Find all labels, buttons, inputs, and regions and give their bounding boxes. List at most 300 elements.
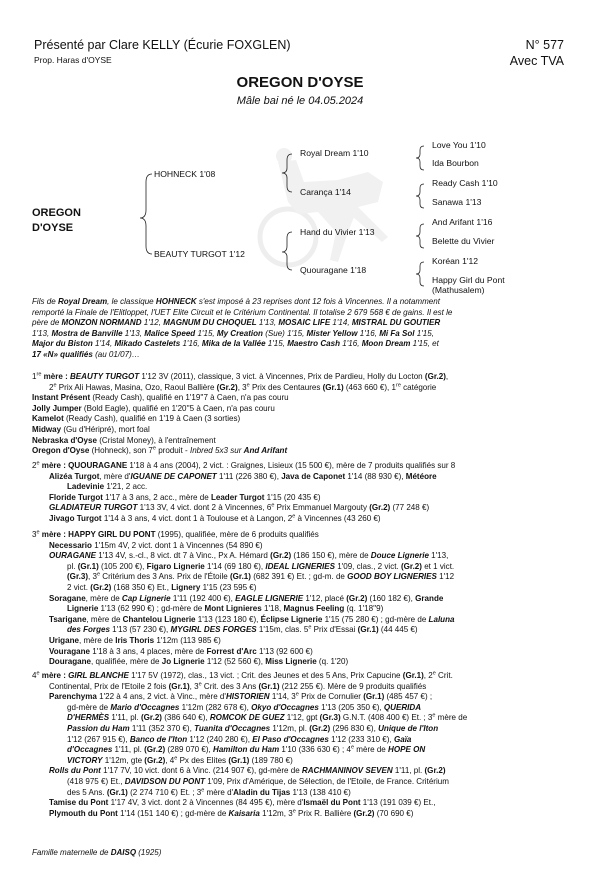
text-segment: (296 830 €),: [330, 723, 379, 733]
text-segment: e: [246, 381, 250, 388]
text-segment: 1'12 (240 280 €),: [187, 734, 253, 744]
text-segment: Prix de Cornulier: [298, 692, 364, 702]
text-segment: e: [198, 680, 202, 687]
text-segment: (Gr.1): [322, 382, 344, 392]
pedigree-gen3-1: Love You 1'10: [432, 140, 486, 150]
text-segment: (Gr.2): [90, 582, 112, 592]
text-segment: 1'09, clas., 2 vict.: [334, 561, 401, 571]
text-segment: 1'21, 2 acc.: [104, 482, 148, 492]
text-segment: Banco de l'Iton: [129, 734, 188, 744]
text-segment: 1'13,: [256, 318, 279, 328]
text-segment: 1'11, pl.: [109, 713, 141, 723]
text-segment: (Cristal Money), à l'entraînement: [96, 435, 216, 445]
text-segment: 1'12m, pl.: [270, 723, 310, 733]
text-segment: Douragane: [49, 657, 92, 667]
text-segment: et 1 vict.: [421, 561, 455, 571]
text-line: [32, 372, 564, 383]
text-segment: Chantelou Lignerie: [122, 614, 196, 624]
family-name: DAISQ: [110, 848, 137, 857]
pedigree-gen2-1: Royal Dream 1'10: [300, 148, 369, 158]
text-segment: Crit.: [435, 671, 453, 680]
text-segment: MAGNUM DU CHOQUEL: [163, 318, 257, 328]
text-segment: OURAGANE: [49, 551, 96, 561]
text-segment: (Gu d'Héripré), mort foal: [61, 424, 150, 434]
text-segment: IDEAL LIGNERIES: [265, 561, 335, 571]
text-segment: s'est imposé à 23 reprises dont 12 fois à Vincennes. Il a notamment: [196, 297, 440, 306]
text-segment: (q. 1'18''9): [344, 604, 384, 614]
text-segment: 1'13 4V, s.-cl., 8 vict. dt 7 à Vinc., Px A. Hémard: [95, 551, 271, 561]
text-segment: Oregon d'Oyse: [32, 446, 90, 456]
text-segment: 1'14,: [92, 339, 115, 349]
vat-label: Avec TVA: [509, 54, 564, 68]
text-segment: D'HERMÈS: [67, 713, 110, 723]
text-segment: 1'12 (267 915 €),: [67, 734, 130, 744]
text-segment: Lignerie: [67, 604, 99, 614]
text-segment: Mister Yellow: [306, 328, 358, 338]
text-line: [32, 339, 564, 350]
pedigree-gen2-4: Quouragane 1'18: [300, 265, 367, 275]
text-line: [32, 350, 564, 361]
pedigree-gen3-4: Sanawa 1'13: [432, 197, 482, 207]
text-segment: Crit. des 3 Ans: [201, 681, 259, 691]
text-segment: Alizéa Turgot: [49, 471, 100, 481]
text-segment: Inbred 5x3 sur: [189, 446, 244, 456]
dam-section-2: [32, 461, 564, 525]
sire-paragraph: [32, 297, 564, 361]
text-line: [32, 636, 564, 647]
text-segment: 1'22 à 4 ans, 2 vict. à Vinc., mère d': [96, 692, 226, 702]
text-segment: 1'16,: [180, 339, 202, 349]
text-segment: 1'11, pl.: [112, 745, 145, 755]
text-segment: 1'11, pl.: [392, 766, 425, 776]
text-segment: e: [308, 624, 312, 631]
text-segment: e: [295, 691, 299, 698]
text-segment: Floride Turgot: [49, 492, 103, 502]
text-segment: e: [201, 786, 205, 793]
text-line: [32, 692, 564, 703]
text-line: [32, 308, 564, 319]
text-segment: 1'15,: [414, 328, 434, 338]
text-line: [32, 383, 564, 394]
text-segment: Instant Présent: [32, 393, 91, 403]
text-segment: 1'16,: [357, 328, 380, 338]
text-segment: , 3: [237, 382, 247, 392]
text-segment: 1'18 à 4 ans (2004), 2 vict. : Graignes, Lisieux (15 500 €), mère de 7 produits qualifiés sur 8: [127, 461, 456, 470]
text-segment: (Gr.2): [216, 382, 238, 392]
pedigree-gen3-5: And Arifant 1'16: [432, 217, 493, 227]
text-segment: re: [395, 381, 401, 388]
text-segment: , mère de: [85, 593, 122, 603]
text-segment: 1'12 (52 560 €),: [204, 657, 266, 667]
text-segment: (Gr.2): [309, 723, 331, 733]
text-segment: 1: [32, 372, 37, 381]
text-segment: (682 391 €) Et. ; gd-m. de: [250, 572, 348, 582]
text-segment: 1'15m 4V, 2 vict. dont 1 à Vincennes (54 890 €): [91, 540, 263, 550]
pedigree-horse-name-line2: D'OYSE: [32, 222, 74, 234]
text-segment: Grande: [415, 593, 444, 603]
text-segment: (Gr.2): [400, 561, 422, 571]
text-segment: (Gr.3): [67, 572, 89, 582]
text-segment: (Gr.2): [144, 745, 166, 755]
text-segment: 1'12 3V (2011), classique, 3 vict. à Vincennes, Prix de Pardieu, Holly du Locton: [139, 372, 425, 381]
text-segment: Ismaël du Pont: [303, 798, 361, 808]
text-segment: Urigane: [49, 635, 79, 645]
text-segment: des 5 Ans.: [67, 787, 107, 797]
text-segment: Continental, Prix de l'Etoile 2 fois: [49, 681, 169, 691]
text-segment: Tsarigane: [49, 614, 87, 624]
text-segment: Gaïa: [393, 734, 412, 744]
text-line: [32, 615, 564, 626]
text-segment: El Paso d'Occagnes: [252, 734, 329, 744]
text-line: [32, 404, 564, 415]
text-line: [32, 788, 564, 799]
text-segment: 1'15m, clas. 5: [256, 625, 309, 635]
text-segment: (2 274 710 €) Et. ; 3: [127, 787, 202, 797]
text-segment: 1'13 (57 230 €),: [109, 625, 171, 635]
horse-name-title: OREGON D'OYSE: [236, 74, 364, 91]
text-segment: e: [271, 502, 275, 509]
text-line: [32, 541, 564, 552]
text-segment: 17 «N» qualifiés: [32, 349, 93, 359]
text-segment: e: [292, 808, 296, 815]
text-line: [32, 514, 564, 525]
text-segment: e: [53, 381, 57, 388]
text-line: [32, 461, 564, 472]
text-segment: Midway: [32, 424, 62, 434]
text-segment: QUOURAGANE: [68, 461, 128, 470]
text-segment: 2: [32, 461, 37, 470]
text-segment: e: [350, 744, 355, 751]
text-line: [32, 493, 564, 504]
family-prefix: Famille maternelle de: [32, 848, 111, 857]
text-segment: G.N.T. (408 400 €) Et. ; 3: [340, 713, 433, 723]
text-segment: mère d': [204, 787, 234, 797]
text-segment: Plymouth du Pont: [49, 808, 118, 818]
text-segment: 1'17 5V (1972), clas., 13 vict. ; Crit. des Jeunes et des 5 Ans, Prix Capucine: [128, 671, 403, 680]
text-segment: 1'14, 3: [269, 692, 296, 702]
pedigree-gen2-3: Hand du Vivier 1'13: [300, 227, 375, 237]
text-segment: 1'13 (62 990 €) ; gd-mère de: [98, 604, 205, 614]
text-line: [32, 657, 564, 668]
text-segment: HISTORIEN: [225, 692, 270, 702]
text-segment: 1'14,: [330, 318, 352, 328]
text-line: [32, 503, 564, 514]
text-segment: Mario d'Occagnes: [110, 702, 180, 712]
text-segment: (Gr.3): [319, 713, 341, 723]
text-segment: Mi Fa Sol: [379, 328, 415, 338]
text-segment: MISTRAL DU GOUTIER: [351, 318, 441, 328]
text-segment: e: [292, 513, 296, 520]
text-segment: (186 150 €), mère de: [291, 551, 371, 561]
text-segment: (Gr.1): [357, 625, 379, 635]
text-segment: 1'13,: [122, 328, 145, 338]
text-segment: catégorie: [400, 382, 437, 392]
text-segment: 1'12: [436, 572, 455, 582]
text-segment: Miss Lignerie: [265, 657, 317, 667]
text-segment: gd-mère de: [67, 702, 111, 712]
text-segment: Mika de la Vallée: [201, 339, 266, 349]
text-segment: Magnus Feeling: [283, 604, 345, 614]
text-line: [32, 482, 564, 493]
text-line: [32, 735, 564, 746]
text-segment: Iris Thoris: [115, 635, 155, 645]
text-segment: Tuanita d'Occagnes: [194, 723, 271, 733]
pedigree-gen3-3: Ready Cash 1'10: [432, 178, 498, 188]
pedigree-gen3-8: Happy Girl du Pont: [432, 275, 505, 285]
text-segment: 1'13 (191 039 €) Et.,: [360, 798, 436, 808]
pedigree-horse-name: [32, 206, 81, 236]
text-line: [32, 777, 564, 788]
text-segment: Prix Emmanuel Margouty: [274, 503, 370, 513]
text-segment: (189 780 €): [249, 755, 293, 765]
text-segment: 1'09, Prix d'Amérique, de Sélection, de l'Etoile, de France. Critérium: [205, 776, 449, 786]
text-segment: (70 690 €): [374, 808, 414, 818]
text-segment: (Gr.2): [144, 755, 166, 765]
text-segment: Vouragane: [49, 646, 90, 656]
text-segment: Jo Lignerie: [161, 657, 205, 667]
text-line: [32, 594, 564, 605]
text-segment: 1'18 à 3 ans, 4 places, mère de: [90, 646, 207, 656]
text-segment: (Ready Cash), qualifié en 1'19''7 à Caen, n'a pas couru: [90, 393, 289, 403]
text-line: [32, 798, 564, 809]
text-segment: 1'13 (138 410 €): [290, 787, 351, 797]
text-segment: Éclipse Lignerie: [260, 614, 323, 624]
text-line: [32, 393, 564, 404]
text-segment: 2: [49, 382, 54, 392]
text-segment: , qualifiée, mère de: [91, 657, 162, 667]
text-line: [32, 745, 564, 756]
text-segment: (463 660 €), 1: [343, 382, 396, 392]
text-segment: Figaro Lignerie: [146, 561, 205, 571]
text-segment: 1'12,: [141, 318, 164, 328]
text-segment: Forrest d'Arc: [206, 646, 257, 656]
text-segment: Passion du Ham: [67, 723, 130, 733]
pedigree-horse-name-line1: OREGON: [32, 207, 81, 219]
pedigree-gen3-8-sire: (Mathusalem): [432, 285, 485, 295]
presenter-line: Présenté par Clare KELLY (Écurie FOXGLEN): [34, 38, 291, 52]
horse-subtitle: Mâle bai né le 04.05.2024: [236, 95, 364, 107]
text-segment: e: [432, 670, 436, 677]
maternal-family-line: [32, 848, 161, 857]
text-segment: Necessario: [49, 540, 92, 550]
text-segment: Cap Lignerie: [121, 593, 171, 603]
text-segment: (Gr.1): [77, 561, 99, 571]
text-segment: 1'17 7V, 10 vict. dont 6 à Vinc. (214 907 €), gd-mère de: [100, 766, 302, 776]
pedigree-gen2-2: Carança 1'14: [300, 187, 351, 197]
text-segment: (Gr.2): [369, 503, 391, 513]
text-segment: RACHMANINOV SEVEN: [301, 766, 393, 776]
text-segment: , le classique: [107, 297, 156, 306]
text-segment: Météore: [405, 471, 437, 481]
text-segment: GOOD BOY LIGNERIES: [347, 572, 437, 582]
dam-section-4: [32, 671, 564, 819]
text-segment: mère : HAPPY GIRL DU PONT: [39, 530, 156, 539]
text-segment: e: [152, 445, 156, 452]
text-segment: mère de: [435, 713, 468, 723]
text-segment: pl.: [67, 561, 78, 571]
text-segment: (168 350 €) Et.,: [111, 582, 172, 592]
text-segment: e: [36, 670, 40, 677]
text-segment: 1'18,: [261, 604, 284, 614]
text-segment: 1'12, placé: [303, 593, 347, 603]
text-segment: (485 457 €) ;: [384, 692, 433, 702]
text-segment: (Gr.2): [140, 713, 162, 723]
text-segment: 4: [32, 671, 37, 680]
text-segment: à Vincennes (43 260 €): [295, 513, 381, 523]
text-segment: Aladin du Tijas: [233, 787, 291, 797]
text-segment: (160 182 €),: [367, 593, 416, 603]
text-segment: Douce Lignerie: [370, 551, 429, 561]
pedigree-gen3-2: Ida Bourbon: [432, 158, 479, 168]
text-segment: 1'15 (23 595 €): [200, 582, 257, 592]
text-segment: 1'15 (20 435 €): [264, 492, 321, 502]
text-line: [32, 766, 564, 777]
text-line: [32, 703, 564, 714]
text-segment: Mont Lignieres: [204, 604, 262, 614]
text-segment: (212 255 €). Mère de 9 produits qualifiés: [279, 681, 427, 691]
text-line: [32, 647, 564, 658]
text-segment: 1'12m, 3: [259, 808, 293, 818]
text-segment: , mère de: [86, 614, 123, 624]
text-segment: Major du Biston: [32, 339, 93, 349]
text-segment: e: [36, 460, 40, 467]
text-segment: 1'14 (69 180 €),: [204, 561, 266, 571]
text-segment: Malice Speed: [144, 328, 196, 338]
text-segment: (Gr.1): [258, 681, 280, 691]
text-segment: Maestro Cash: [287, 339, 341, 349]
text-segment: Soragane: [49, 593, 86, 603]
text-segment: Mikado Castelets: [114, 339, 181, 349]
text-segment: 2 vict.: [67, 582, 91, 592]
text-segment: Royal Dream: [57, 297, 108, 306]
text-segment: Mostra de Banville: [51, 328, 123, 338]
text-segment: Jolly Jumper: [32, 403, 82, 413]
text-segment: MYGIRL DES FORGES: [170, 625, 257, 635]
text-line: [32, 583, 564, 594]
text-segment: (1995), qualifiée, mère de 6 produits qualifiés: [155, 530, 319, 539]
text-segment: (q. 1'20): [316, 657, 349, 667]
text-segment: , mère de: [78, 635, 116, 645]
text-segment: 1'13 (92 600 €): [256, 646, 313, 656]
text-line: [32, 713, 564, 724]
text-segment: (Hohneck), son 7: [89, 446, 153, 456]
text-segment: 1'15, et: [410, 339, 439, 349]
text-segment: MONZON NORMAND: [61, 318, 142, 328]
text-line: [32, 436, 564, 447]
text-segment: 1'12m, gte: [102, 755, 145, 765]
text-segment: (au 01/07)…: [92, 349, 140, 359]
dam-section-1: [32, 372, 564, 457]
lot-number: N° 577: [525, 38, 564, 52]
text-segment: ROMCOK DE GUEZ: [209, 713, 285, 723]
text-line: [32, 318, 564, 329]
text-segment: DAVIDSON DU PONT: [124, 776, 206, 786]
text-segment: 1'13 3V, 4 vict. dont 2 à Vincennes, 6: [137, 503, 272, 513]
text-segment: And Arifant: [243, 446, 288, 456]
text-segment: Ladevinie: [67, 482, 105, 492]
text-segment: 3: [32, 530, 37, 539]
text-segment: Hamilton du Ham: [213, 745, 280, 755]
text-segment: (Bold Eagle), qualifié en 1'20''5 à Caen, n'a pas couru: [81, 403, 275, 413]
text-segment: 1'13 (205 350 €),: [318, 702, 384, 712]
text-segment: remporté la Finale de l'Elitloppet, l'UET Elite Circuit et le Critérium Continental. Il totalise 2 679 568 € de gains. Il est le: [32, 307, 453, 317]
text-segment: Java de Caponet: [281, 471, 346, 481]
text-segment: (Sue) 1'15,: [262, 328, 307, 338]
text-segment: (Gr.2): [353, 808, 375, 818]
text-segment: 1'15,: [195, 328, 217, 338]
text-segment: (Gr.1): [228, 755, 250, 765]
text-segment: GLADIATEUR TURGOT: [49, 503, 138, 513]
text-segment: IGUANE DE CAPONET: [130, 471, 217, 481]
text-segment: , mère d': [99, 471, 131, 481]
text-segment: (386 640 €),: [162, 713, 210, 723]
text-segment: (Gr.2): [424, 766, 446, 776]
text-segment: 1'12, gpt: [284, 713, 320, 723]
text-segment: 1'16,: [340, 339, 362, 349]
text-segment: 1'10 (336 630 €) ; 4: [279, 745, 351, 755]
text-segment: 1'11 (192 400 €),: [170, 593, 236, 603]
text-segment: Prix des Centaures: [249, 382, 323, 392]
text-segment: (Gr.1): [168, 681, 190, 691]
text-segment: Tamise du Pont: [49, 798, 109, 808]
text-segment: (Ready Cash), qualifié en 1'19 à Caen (3 sorties): [63, 414, 241, 424]
text-segment: QUERIDA: [383, 702, 422, 712]
text-segment: Kamelot: [32, 414, 64, 424]
text-segment: BEAUTY TURGOT: [70, 372, 140, 381]
text-segment: re: [36, 371, 42, 378]
text-segment: (105 200 €),: [98, 561, 147, 571]
text-segment: Nebraska d'Oyse: [32, 435, 97, 445]
sulky-watermark-icon: [218, 142, 408, 282]
text-segment: 1'14 (151 140 €) ; gd-mère de: [117, 808, 229, 818]
text-segment: 1'14 à 3 ans, 4 vict. dont 1 à Toulouse et à Langon, 2: [101, 513, 293, 523]
text-segment: ,: [445, 372, 449, 381]
text-segment: , 3: [88, 572, 97, 582]
text-line: [32, 572, 564, 583]
text-segment: Okyo d'Occagnes: [251, 702, 319, 712]
text-segment: (77 248 €): [390, 503, 430, 513]
text-segment: 1'12 (233 310 €),: [328, 734, 394, 744]
text-segment: Jivago Turgot: [49, 513, 102, 523]
text-segment: (Gr.2): [270, 551, 292, 561]
text-segment: 1'12m (282 678 €),: [179, 702, 252, 712]
text-line: [32, 756, 564, 767]
pedigree-gen3-7: Koréan 1'12: [432, 256, 479, 266]
text-segment: père de: [32, 318, 62, 328]
pedigree-gen3-6: Belette du Vivier: [432, 236, 495, 246]
text-segment: 1'11 (352 370 €),: [129, 723, 195, 733]
text-segment: mère :: [39, 671, 69, 680]
text-segment: 1'15 (75 280 €) ; gd-mère de: [322, 614, 429, 624]
text-line: [32, 551, 564, 562]
text-segment: 1'12m (113 985 €): [154, 635, 221, 645]
text-line: [32, 297, 564, 308]
text-segment: d'Occagnes: [67, 745, 113, 755]
text-segment: (418 975 €) Et.,: [67, 776, 125, 786]
text-line: [32, 809, 564, 820]
text-segment: (44 445 €): [378, 625, 418, 635]
text-segment: (Gr.1): [106, 787, 128, 797]
text-line: [32, 562, 564, 573]
text-line: [32, 425, 564, 436]
text-segment: 1'15,: [265, 339, 288, 349]
text-segment: MOSAIC LIFE: [278, 318, 331, 328]
text-line: [32, 329, 564, 340]
text-segment: mère :: [39, 461, 69, 470]
text-segment: , 2: [423, 671, 433, 680]
text-segment: (Gr.2): [346, 593, 368, 603]
text-segment: Parenchyma: [49, 692, 97, 702]
